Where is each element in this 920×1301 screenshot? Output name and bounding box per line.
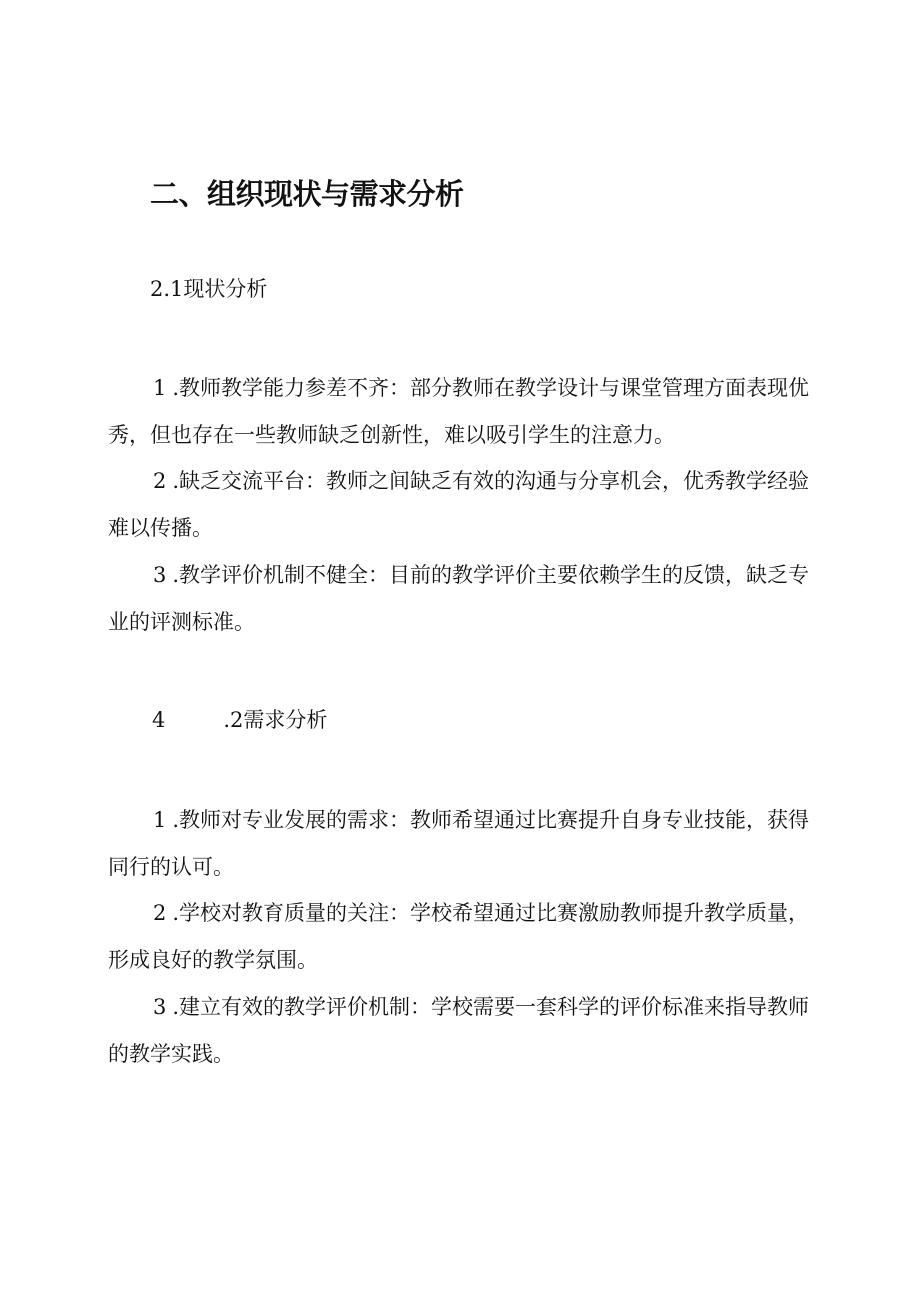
- item-text: .教师教学能力参差不齐：部分教师在教学设计与课堂管理方面表现优秀，但也存在一些教师缺乏创新性，难以吸引学生的注意力。: [108, 376, 810, 447]
- item-text: .教师对专业发展的需求：教师希望通过比赛提升自身专业技能，获得同行的认可。: [108, 808, 810, 879]
- item-text: .缺乏交流平台：教师之间缺乏有效的沟通与分享机会，优秀教学经验难以传播。: [108, 469, 810, 540]
- subsection-title-needs: [152, 705, 327, 735]
- current-item-1: [108, 365, 820, 459]
- needs-item-3: [108, 984, 820, 1078]
- item-text: .建立有效的教学评价机制：学校需要一套科学的评价标准来指导教师的教学实践。: [108, 995, 810, 1066]
- subsection-number: 4: [152, 708, 166, 732]
- item-number: 3: [153, 563, 167, 587]
- item-text: .教学评价机制不健全：目前的教学评价主要依赖学生的反馈，缺乏专业的评测标准。: [108, 563, 810, 634]
- item-number: 3: [153, 995, 167, 1019]
- item-text: .学校对教育质量的关注：学校希望通过比赛激励教师提升教学质量，形成良好的教学氛围。: [108, 901, 810, 972]
- item-number: 1: [153, 808, 167, 832]
- item-number: 2: [153, 469, 167, 493]
- item-number: 1: [153, 376, 167, 400]
- subsection-title-current: 2.1现状分析: [150, 277, 268, 301]
- current-item-2: [108, 458, 820, 552]
- current-item-3: [108, 552, 820, 646]
- needs-item-1: [108, 797, 820, 891]
- subsection-title-text: .2需求分析: [223, 708, 328, 732]
- item-number: 2: [153, 901, 167, 925]
- needs-item-2: [108, 890, 820, 984]
- section-heading: 二、组织现状与需求分析: [150, 177, 464, 211]
